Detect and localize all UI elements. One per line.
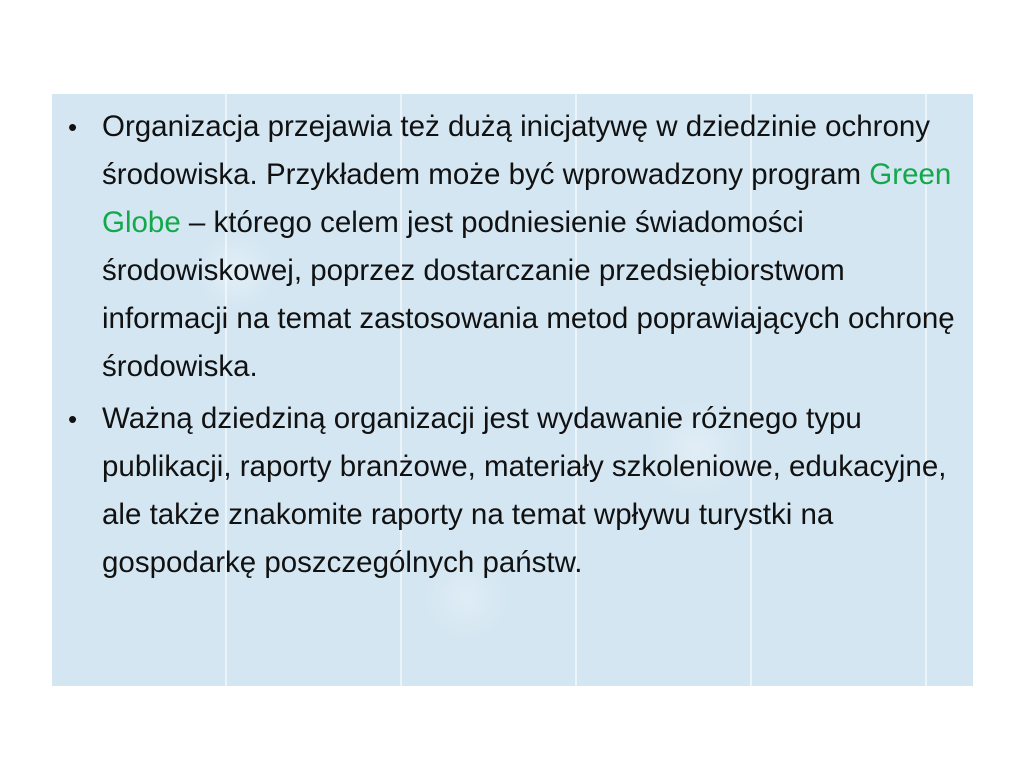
bullet-list [52, 94, 973, 587]
content-text-box [52, 94, 973, 686]
bullet-item-publications [52, 395, 973, 587]
bullet-item-green-globe [52, 94, 973, 391]
bullet-marker: • [68, 404, 78, 434]
bullet-text: Ważną dziedziną organizacji jest wydawanie różnego typu publikacji, raporty branżowe, materiały szkoleniowe, edukacyjne, ale także znakomite raporty na temat wpływu turystki na gospodarkę poszczególnych państw. [102, 402, 947, 579]
green-globe-highlight: Green Globe [102, 158, 952, 239]
bullet-text-start: Organizacja przejawia też dużą inicjatywę w dziedzinie ochrony środowiska. Przykładem może być wprowadzony program [102, 110, 931, 191]
bullet-text-end: – którego celem jest podniesienie świadomości środowiskowej, poprzez dostarczanie przedsiębiorstwom informacji na temat zastosowania metod poprawiających ochronę środowiska. [102, 206, 955, 383]
bullet-marker: • [68, 112, 78, 142]
